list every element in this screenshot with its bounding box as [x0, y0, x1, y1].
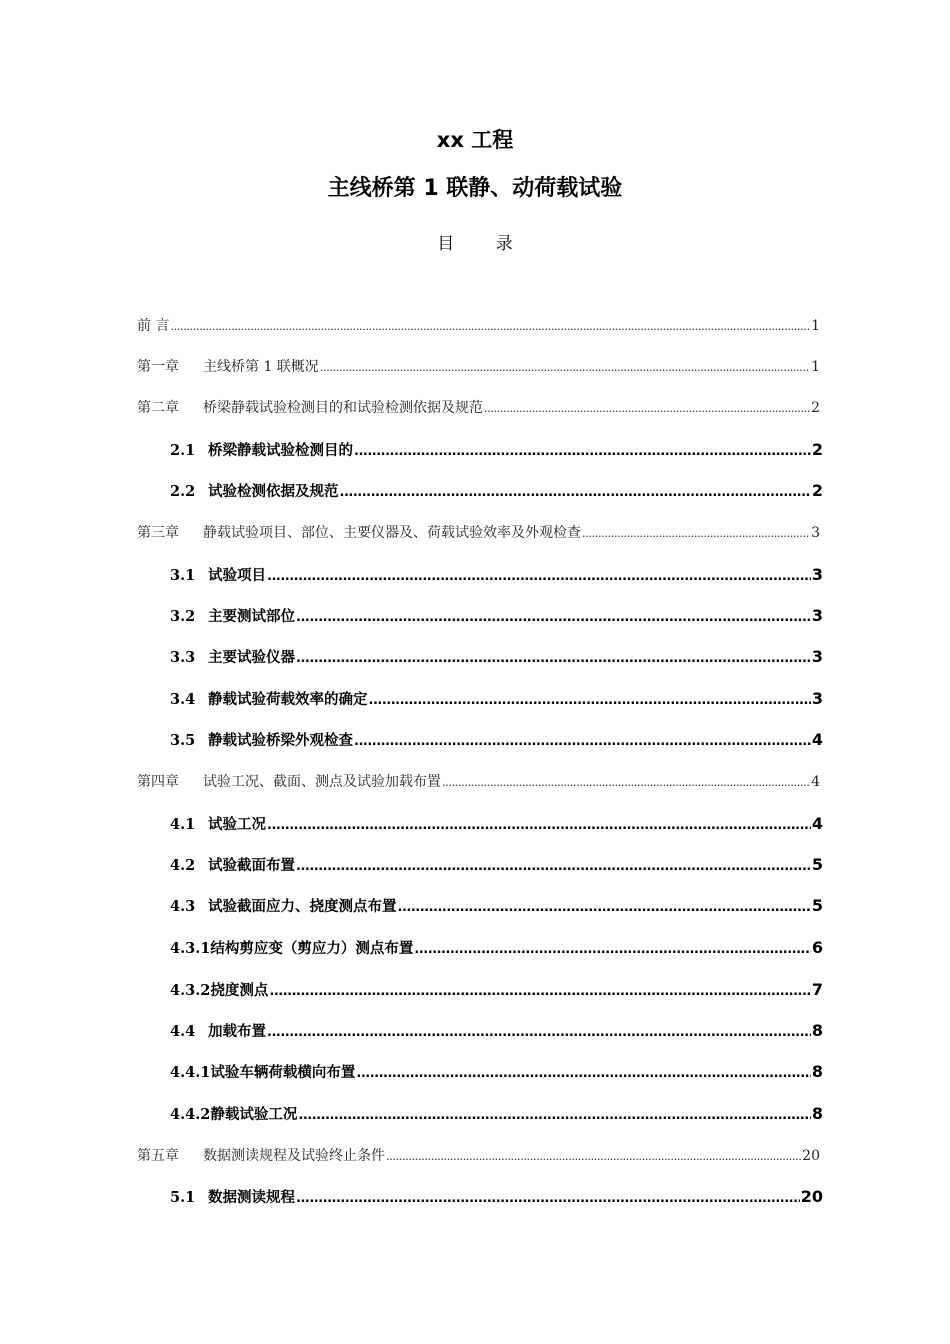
toc-page-number: 6	[811, 938, 823, 957]
toc-page-number: 4	[811, 774, 820, 790]
toc-entry-label: 3.3 主要试验仪器	[170, 649, 295, 666]
document-main-title: 主线桥第 1 联静、动荷载试验	[327, 176, 623, 201]
toc-page-number: 1	[811, 318, 820, 334]
toc-entry-section[interactable]	[170, 1186, 823, 1210]
toc-leader-dots	[296, 607, 811, 629]
toc-leader-dots	[354, 441, 811, 463]
toc-leader-dots	[170, 317, 810, 337]
toc-leader-dots	[484, 399, 810, 419]
toc-leader-dots	[414, 939, 810, 961]
toc-leader-dots	[582, 524, 810, 544]
toc-entry-label: 4.3.2挠度测点	[170, 982, 269, 999]
toc-page-number: 5	[811, 896, 823, 915]
toc-leader-dots	[369, 690, 811, 712]
toc-page-number: 8	[811, 1104, 823, 1123]
toc-entry-label: 前 言	[137, 318, 170, 334]
toc-page-number: 20	[800, 1187, 823, 1206]
toc-leader-dots	[398, 897, 811, 919]
toc-leader-dots	[296, 1188, 800, 1210]
toc-entry-section[interactable]	[170, 605, 823, 629]
project-title: xx 工程	[436, 128, 514, 152]
toc-entry-label: 第二章 桥梁静载试验检测目的和试验检测依据及规范	[137, 400, 483, 416]
toc-entry-label: 4.3.1结构剪应变（剪应力）测点布置	[170, 940, 414, 957]
toc-leader-dots	[356, 1063, 810, 1085]
toc-page-number: 3	[811, 525, 820, 541]
toc-page-number: 5	[811, 855, 823, 874]
toc-entry-chapter[interactable]	[137, 772, 820, 793]
toc-page-number: 3	[811, 647, 823, 666]
toc-page-number: 2	[811, 400, 820, 416]
toc-entry-label: 5.1 数据测读规程	[170, 1189, 295, 1206]
toc-entry-section[interactable]	[170, 813, 823, 837]
toc-entry-label: 3.2 主要测试部位	[170, 608, 295, 625]
toc-page-number: 3	[811, 689, 823, 708]
toc-leader-dots	[386, 1147, 801, 1167]
toc-page-number: 8	[811, 1021, 823, 1040]
toc-page-number: 2	[811, 481, 823, 500]
toc-entry-chapter[interactable]	[137, 523, 820, 544]
toc-leader-dots	[354, 731, 811, 753]
toc-entry-chapter[interactable]	[137, 1146, 820, 1167]
toc-entry-subsection[interactable]	[170, 937, 823, 961]
toc-leader-dots	[296, 856, 811, 878]
toc-page-number: 3	[811, 606, 823, 625]
toc-page-number: 2	[811, 440, 823, 459]
toc-entry-label: 第五章 数据测读规程及试验终止条件	[137, 1148, 385, 1164]
toc-entry-label: 2.2 试验检测依据及规范	[170, 483, 339, 500]
toc-page-number: 8	[811, 1062, 823, 1081]
toc-page-number: 3	[811, 565, 823, 584]
toc-entry-label: 4.1 试验工况	[170, 816, 266, 833]
toc-entry-section[interactable]	[170, 729, 823, 753]
toc-leader-dots	[296, 648, 811, 670]
toc-leader-dots	[298, 1105, 810, 1127]
toc-entry-section[interactable]	[170, 1020, 823, 1044]
toc-leader-dots	[442, 773, 810, 793]
toc-entry-section[interactable]	[170, 480, 823, 504]
toc-entry-subsection[interactable]	[170, 1103, 823, 1127]
toc-page-number: 4	[811, 730, 823, 749]
toc-entry-label: 第一章 主线桥第 1 联概况	[137, 359, 319, 375]
toc-entry-chapter[interactable]	[137, 357, 820, 378]
toc-leader-dots	[320, 358, 810, 378]
toc-entry-subsection[interactable]	[170, 979, 823, 1003]
toc-entry-label: 2.1 桥梁静载试验检测目的	[170, 442, 353, 459]
toc-leader-dots	[267, 566, 811, 588]
toc-page-number: 7	[811, 980, 823, 999]
toc-entry-label: 4.2 试验截面布置	[170, 857, 295, 874]
toc-entry-label: 第四章 试验工况、截面、测点及试验加载布置	[137, 774, 441, 790]
toc-leader-dots	[269, 981, 810, 1003]
toc-heading: 目 录	[437, 234, 531, 254]
toc-entry-label: 3.5 静载试验桥梁外观检查	[170, 732, 353, 749]
toc-entry-label: 4.4.2静载试验工况	[170, 1106, 298, 1123]
toc-entry-label: 4.4.1试验车辆荷载横向布置	[170, 1064, 356, 1081]
toc-entry-label: 4.3 试验截面应力、挠度测点布置	[170, 898, 397, 915]
toc-entry-label: 第三章 静载试验项目、部位、主要仪器及、荷载试验效率及外观检查	[137, 525, 581, 541]
toc-entry-section[interactable]	[170, 439, 823, 463]
toc-entry-section[interactable]	[170, 854, 823, 878]
toc-entry-section[interactable]	[170, 564, 823, 588]
toc-entry-chapter[interactable]	[137, 398, 820, 419]
toc-entry-label: 4.4 加载布置	[170, 1023, 266, 1040]
toc-page-number: 1	[811, 359, 820, 375]
toc-page-number: 20	[802, 1148, 820, 1164]
toc-entry-label: 3.4 静载试验荷载效率的确定	[170, 691, 368, 708]
toc-entry-section[interactable]	[170, 895, 823, 919]
toc-leader-dots	[340, 482, 811, 504]
toc-entry-label: 3.1 试验项目	[170, 567, 266, 584]
toc-page-number: 4	[811, 814, 823, 833]
toc-leader-dots	[267, 815, 811, 837]
toc-entry-subsection[interactable]	[170, 1061, 823, 1085]
toc-entry-preface[interactable]	[137, 316, 820, 337]
toc-entry-section[interactable]	[170, 646, 823, 670]
toc-leader-dots	[267, 1022, 811, 1044]
toc-entry-section[interactable]	[170, 688, 823, 712]
